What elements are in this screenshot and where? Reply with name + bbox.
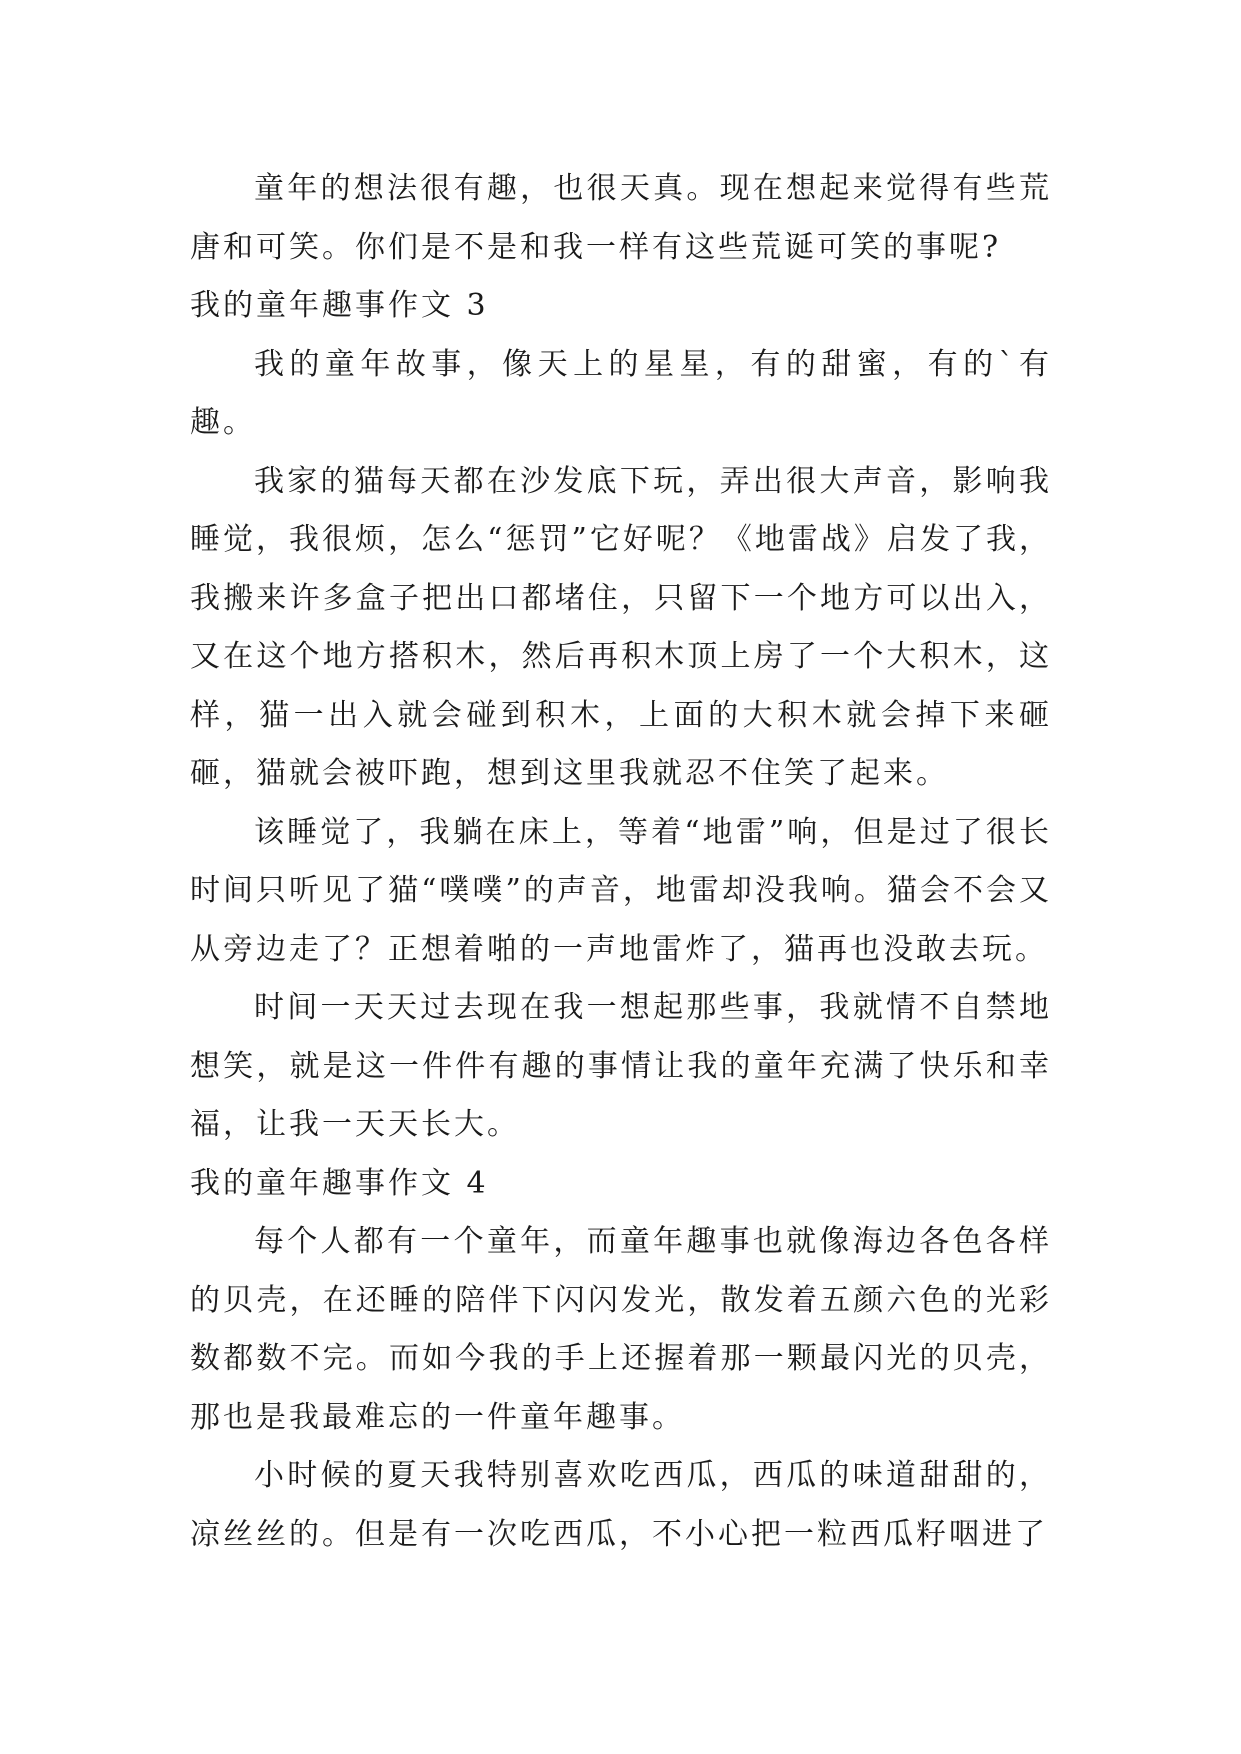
- paragraph: 该睡觉了，我躺在床上，等着“地雷”响，但是过了很长时间只听见了猫“噗噗”的声音，地雷却没我响。猫会不会又从旁边走了？正想着啪的一声地雷炸了，猫再也没敢去玩。: [190, 814, 1052, 967]
- paragraph: 每个人都有一个童年，而童年趣事也就像海边各色各样的贝壳，在还睡的陪伴下闪闪发光，散发着五颜六色的光彩数都数不完。而如今我的手上还握着那一颗最闪光的贝壳，那也是我最难忘的一件童年趣事。: [190, 1224, 1052, 1435]
- paragraph: 时间一天天过去现在我一想起那些事，我就情不自禁地想笑，就是这一件件有趣的事情让我的童年充满了快乐和幸福，让我一天天长大。: [190, 990, 1052, 1142]
- paragraph: 童年的想法很有趣，也很天真。现在想起来觉得有些荒唐和可笑。你们是不是和我一样有这些荒诞可笑的事呢?: [190, 171, 1052, 265]
- paragraph: 我家的猫每天都在沙发底下玩，弄出很大声音，影响我睡觉，我很烦，怎么“惩罚”它好呢？《地雷战》启发了我，我搬来许多盒子把出口都堵住，只留下一个地方可以出入，又在这个地方搭积木，然后再积木顶上房了一个大积木，这样，猫一出入就会碰到积木，上面的大积木就会掉下来砸砸，猫就会被吓跑，想到这里我就忍不住笑了起来。: [190, 463, 1052, 791]
- document-page: [190, 160, 1052, 1564]
- section-heading: 我的童年趣事作文 3: [190, 288, 489, 323]
- section-heading: 我的童年趣事作文 4: [190, 1165, 489, 1201]
- paragraph: 我的童年故事，像天上的星星，有的甜蜜，有的`有趣。: [190, 346, 1052, 440]
- paragraph: 小时候的夏天我特别喜欢吃西瓜，西瓜的味道甜甜的，凉丝丝的。但是有一次吃西瓜，不小心把一粒西瓜籽咽进了: [190, 1458, 1052, 1552]
